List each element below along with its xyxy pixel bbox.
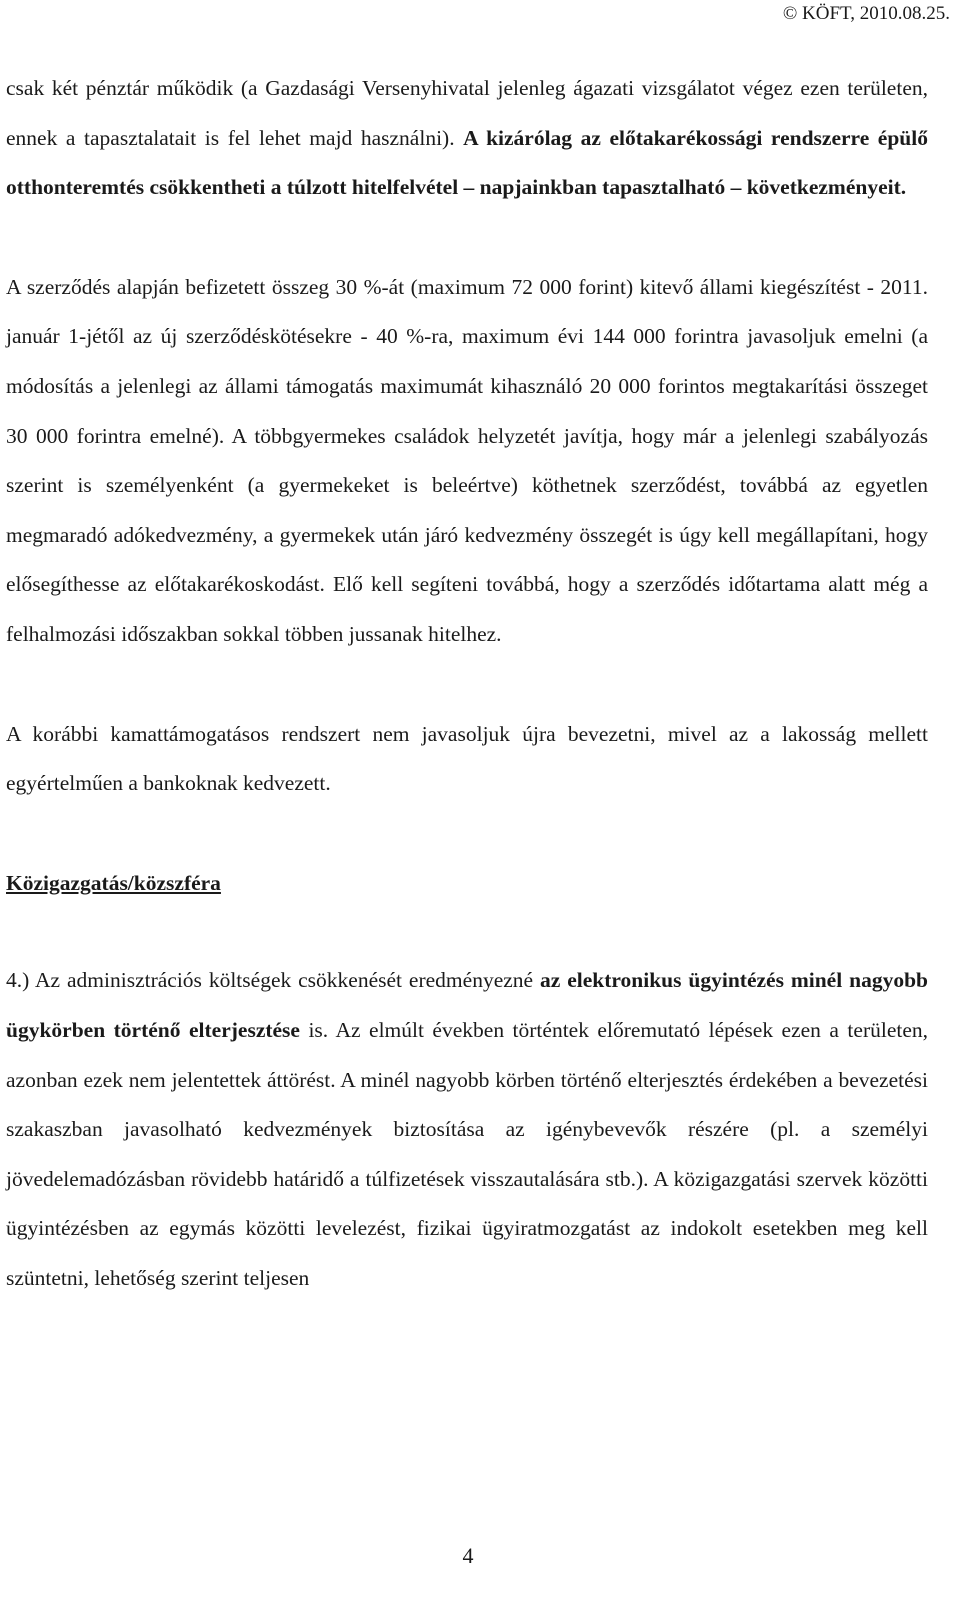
paragraph-electronic-administration-suffix: is. Az elmúlt években történtek előremutató lépések ezen a területen, azonban ezek nem jelentettek áttörést. A minél nagyobb körben történő elterjesztés érdekében a bevezetési szakaszban javasolható kedvezmények biztosítása az igénybevevők részére (pl. a személyi jövedelemadózásban rövidebb határidő a túlfizetések visszautalására stb.). A közigazgatási szervek közötti ügyintézésben az egymás közötti levelezést, fizikai ügyiratmozgatást az indokolt esetekben meg kell szüntetni, lehetőség szerint teljesen [6, 1017, 929, 1290]
paragraph-state-supplement: A szerződés alapján befizetett összeg 30 %-át (maximum 72 000 forint) kitevő állami kiegészítést - 2011. január 1-jétől az új szerződéskötésekre - 40 %-ra, maximum évi 144 000 forintra javasoljuk emelni (a módosítás a jelenlegi az állami támogatás maximumát kihasználó 20 000 forintos megtakarítási összeget 30 000 forintra emelné). A többgyermekes családok helyzetét javítja, hogy már a jelenlegi szabályozás szerint is személyenként (a gyermekeket is beleértve) köthetnek szerződést, továbbá az egyetlen megmaradó adókedvezmény, a gyermekek után járó kedvezmény összegét is úgy kell megállapítani, hogy elősegíthesse az előtakarékoskodást. Elő kell segíteni továbbá, hogy a szerződés időtartama alatt még a felhalmozási időszakban sokkal többen jussanak hitelhez. [6, 274, 928, 646]
document-header: © KÖFT, 2010.08.25. [782, 3, 950, 24]
paragraph-spacer [6, 660, 928, 710]
paragraph-savings-funds [6, 64, 928, 213]
paragraph-interest-subsidy: A korábbi kamattámogatásos rendszert nem javasoljuk újra bevezetni, mivel az a lakosság mellett egyértelműen a bankoknak kedvezett. [6, 721, 928, 796]
paragraph-electronic-administration [6, 956, 928, 1303]
page-number: 4 [462, 1543, 474, 1568]
paragraph-spacer [6, 908, 928, 956]
paragraph-electronic-administration-emphasis: az elektronikus ügyintézés minél nagyobb ügykörben történő elterjesztése [6, 968, 928, 1042]
paragraph-savings-funds-emphasis: A kizárólag az előtakarékossági rendszerre épülő otthonteremtés csökkentheti a túlzott hitelfelvétel – napjainkban tapasztalható – következményeit. [6, 125, 928, 200]
section-heading-public-sector: Közigazgatás/közszféra [6, 870, 221, 895]
paragraph-electronic-administration-prefix: 4.) Az adminisztrációs költségek csökkenését eredményezné [6, 968, 540, 993]
document-body [6, 64, 928, 1303]
paragraph-savings-funds-text: csak két pénztár működik (a Gazdasági Versenyhivatal jelenleg ágazati vizsgálatot végez ezen területen, ennek a tapasztalatait is fel lehet majd használni). [6, 76, 928, 150]
paragraph-spacer [6, 213, 928, 263]
paragraph-spacer [6, 809, 928, 859]
